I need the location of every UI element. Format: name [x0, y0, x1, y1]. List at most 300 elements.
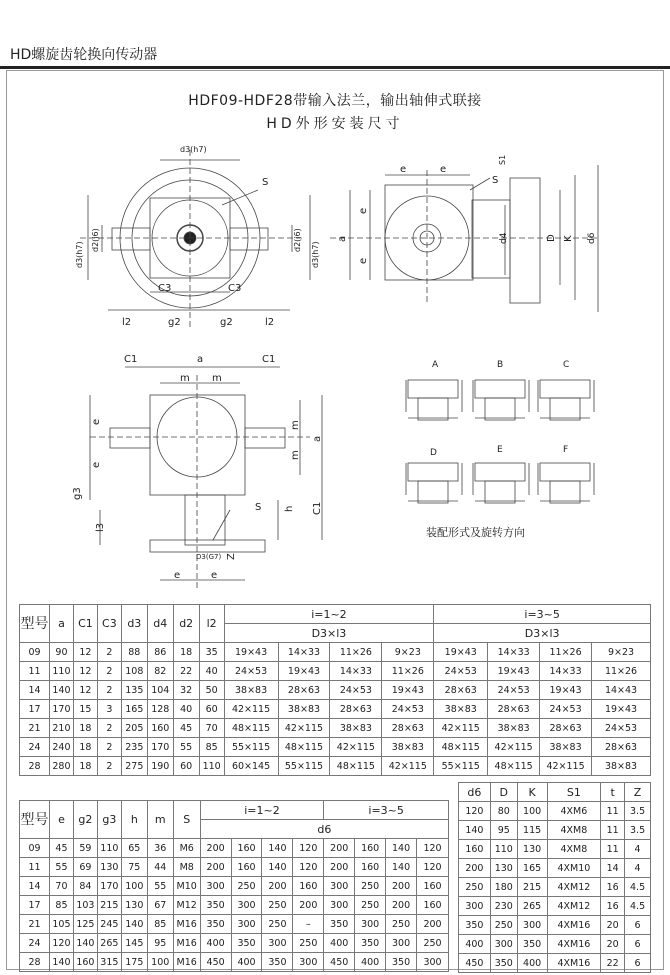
table2-row	[20, 896, 449, 915]
label-C3-left: C3	[158, 283, 172, 294]
table-cell: 200	[200, 858, 231, 877]
label-C1-left: C1	[124, 354, 138, 365]
table-cell: M12	[173, 896, 200, 915]
label-m-lower: m	[290, 450, 301, 460]
table-cell: 18	[73, 738, 97, 757]
label-S1: S1	[498, 154, 507, 165]
table-cell: 28×63	[382, 719, 434, 738]
assembly-label-D: D	[430, 448, 437, 458]
table2-row	[20, 839, 449, 858]
table-cell: 300	[200, 877, 231, 896]
table-cell: 14×33	[540, 662, 592, 681]
table-cell: M16	[173, 915, 200, 934]
table-cell: 69	[73, 858, 97, 877]
table-cell: 3.5	[625, 821, 651, 840]
table-cell: 38×83	[540, 738, 592, 757]
table-cell: 160	[73, 953, 97, 972]
label-e-bottom-right: e	[211, 570, 218, 581]
table-cell: 300	[231, 896, 262, 915]
table-cell: 14×33	[488, 643, 540, 662]
table-cell: 24×53	[488, 681, 540, 700]
table-cell: 38×83	[488, 719, 540, 738]
table3-row	[459, 802, 651, 821]
table-cell: 128	[147, 700, 173, 719]
table-cell: 275	[121, 757, 147, 776]
label-l3: l3	[95, 522, 106, 532]
table-cell: 350	[490, 954, 517, 973]
dimension-table-2	[19, 800, 449, 972]
table-cell: 38×83	[382, 738, 434, 757]
table-cell: 135	[121, 681, 147, 700]
table-cell: 11	[601, 840, 625, 859]
table1-row	[20, 681, 651, 700]
table-cell: 19×43	[592, 700, 651, 719]
table-cell: 120	[417, 839, 449, 858]
table-cell: 14×33	[278, 643, 330, 662]
table-cell: 2	[97, 681, 121, 700]
table-cell: 85	[147, 915, 173, 934]
table-cell: 24×53	[224, 662, 278, 681]
table-cell: –	[293, 915, 324, 934]
table-cell: 6	[625, 935, 651, 954]
assembly-caption: 装配形式及旋转方向	[426, 526, 525, 539]
label-K: K	[563, 235, 574, 242]
label-d6: d6	[587, 232, 597, 244]
table-cell: 115	[517, 821, 547, 840]
table1-row	[20, 738, 651, 757]
table-cell: 110	[49, 662, 73, 681]
table-cell: 48×115	[330, 757, 382, 776]
table1-ratio-header: i=1~2	[224, 605, 434, 624]
table-cell: 250	[355, 896, 386, 915]
table-cell: 200	[200, 839, 231, 858]
table-cell: 300	[417, 953, 449, 972]
table-cell: M6	[173, 839, 200, 858]
table-cell: 200	[417, 915, 449, 934]
table-cell: 2	[97, 719, 121, 738]
assembly-label-A: A	[432, 360, 439, 370]
label-C1-right: C1	[262, 354, 276, 365]
table-cell: 21	[20, 915, 50, 934]
table1-row	[20, 643, 651, 662]
table-cell: 38×83	[434, 700, 488, 719]
table-cell: 300	[355, 915, 386, 934]
table-cell: 140	[49, 681, 73, 700]
table-cell: 4XM12	[547, 897, 601, 916]
assembly-sketches	[406, 380, 594, 503]
assembly-label-F: F	[563, 445, 569, 455]
table-cell: 100	[147, 953, 173, 972]
flange-table	[458, 782, 651, 973]
table-cell: 55×115	[434, 757, 488, 776]
table-cell: 108	[121, 662, 147, 681]
table-cell: 250	[293, 934, 324, 953]
label-S-bottom: S	[255, 502, 262, 513]
table3-col-header: S1	[547, 783, 601, 802]
table-cell: 24×53	[434, 662, 488, 681]
table-cell: 350	[262, 953, 293, 972]
table-cell: 16	[601, 878, 625, 897]
table-cell: 350	[459, 916, 491, 935]
table-cell: 28×63	[330, 700, 382, 719]
table-cell: 24×53	[540, 700, 592, 719]
label-d2j6-right: d2(j6)	[293, 228, 302, 252]
table3-row	[459, 897, 651, 916]
table-cell: 19×43	[382, 681, 434, 700]
table2-row	[20, 934, 449, 953]
table-cell: 170	[147, 738, 173, 757]
table-cell: 4.5	[625, 878, 651, 897]
table-cell: 215	[517, 878, 547, 897]
table-cell: 120	[293, 839, 324, 858]
table-cell: 19×43	[224, 643, 278, 662]
table-cell: 160	[231, 839, 262, 858]
table-cell: 250	[417, 934, 449, 953]
table2-sub-header: d6	[200, 820, 448, 839]
table-cell: 250	[262, 896, 293, 915]
label-a-bottom: a	[197, 354, 204, 365]
table-cell: 44	[147, 858, 173, 877]
table-cell: 140	[386, 839, 417, 858]
table1-row	[20, 719, 651, 738]
table-cell: 17	[20, 896, 50, 915]
table-cell: 18	[173, 643, 199, 662]
table-cell: 88	[121, 643, 147, 662]
table2-col-header: g3	[97, 801, 121, 839]
table-cell: 2	[97, 738, 121, 757]
table-cell: 160	[147, 719, 173, 738]
table-cell: 265	[517, 897, 547, 916]
table-cell: 140	[49, 953, 73, 972]
table-cell: 200	[459, 859, 491, 878]
table-cell: 4XM12	[547, 878, 601, 897]
table3-row	[459, 935, 651, 954]
table-cell: 130	[121, 896, 147, 915]
table3-row	[459, 859, 651, 878]
table-cell: 12	[73, 643, 97, 662]
table-cell: 140	[73, 934, 97, 953]
table-cell: 82	[147, 662, 173, 681]
table-cell: 42×115	[382, 757, 434, 776]
table-cell: 300	[293, 953, 324, 972]
table-cell: 450	[324, 953, 355, 972]
table-cell: 21	[20, 719, 50, 738]
table-cell: 38×83	[224, 681, 278, 700]
table2-col-header: h	[121, 801, 147, 839]
label-h: h	[284, 505, 295, 512]
label-d3h7-left: d3(h7)	[75, 241, 84, 268]
table-cell: 11	[20, 662, 50, 681]
table-cell: 200	[293, 896, 324, 915]
table-cell: 170	[49, 700, 73, 719]
table-cell: 59	[73, 839, 97, 858]
table-cell: 350	[324, 915, 355, 934]
table3-row	[459, 840, 651, 859]
table-cell: 180	[490, 878, 517, 897]
table-cell: 19×43	[278, 662, 330, 681]
label-S-front: S	[262, 177, 269, 188]
table1-row	[20, 662, 651, 681]
page-header-title: HD螺旋齿轮换向传动器	[10, 47, 158, 63]
table-cell: 24×53	[592, 719, 651, 738]
table1-col-header: a	[49, 605, 73, 643]
table3-col-header: d6	[459, 783, 491, 802]
table-cell: 42×115	[278, 719, 330, 738]
table-cell: 4XM16	[547, 954, 601, 973]
assembly-label-B: B	[497, 360, 504, 370]
label-a-side: a	[337, 235, 348, 242]
dimension-table-2-body	[20, 801, 449, 972]
table-cell: 120	[459, 802, 491, 821]
table-cell: 125	[73, 915, 97, 934]
table-cell: 110	[97, 839, 121, 858]
table-cell: 400	[231, 953, 262, 972]
table-cell: 3	[97, 700, 121, 719]
table-cell: 85	[199, 738, 224, 757]
table-cell: 350	[200, 896, 231, 915]
table2-ratio-header: i=1~2	[200, 801, 324, 820]
table-cell: 12	[73, 662, 97, 681]
table-cell: 400	[517, 954, 547, 973]
table-cell: 9×23	[592, 643, 651, 662]
table-cell: 95	[147, 934, 173, 953]
table-cell: 4	[625, 840, 651, 859]
table-cell: 140	[459, 821, 491, 840]
label-g3: g3	[72, 487, 83, 500]
drawing-subtitle: HD外形安装尺寸	[266, 116, 404, 132]
table-cell: 120	[49, 934, 73, 953]
table-cell: 105	[49, 915, 73, 934]
table-cell: 100	[121, 877, 147, 896]
table-cell: 2	[97, 662, 121, 681]
table-cell: 235	[121, 738, 147, 757]
table-cell: 160	[459, 840, 491, 859]
table2-row	[20, 953, 449, 972]
table-cell: 160	[355, 839, 386, 858]
label-g2-left: g2	[168, 317, 181, 328]
table-cell: 103	[73, 896, 97, 915]
table-cell: 140	[121, 915, 147, 934]
table-cell: 42×115	[330, 738, 382, 757]
table-cell: 250	[231, 877, 262, 896]
table-cell: 19×43	[540, 681, 592, 700]
label-d3h7-right: d3(h7)	[311, 241, 320, 268]
label-m-upper: m	[290, 420, 301, 430]
table-cell: 60×145	[224, 757, 278, 776]
table1-col-header: l2	[199, 605, 224, 643]
table-cell: 165	[517, 859, 547, 878]
table-cell: 28	[20, 953, 50, 972]
table-cell: M8	[173, 858, 200, 877]
assembly-label-E: E	[497, 445, 503, 455]
table-cell: 48×115	[488, 757, 540, 776]
table-cell: 4.5	[625, 897, 651, 916]
label-l2-right: l2	[265, 317, 275, 328]
label-C1-vertical: C1	[312, 501, 323, 515]
table-cell: 350	[517, 935, 547, 954]
table-cell: 2	[97, 757, 121, 776]
table-cell: 400	[200, 934, 231, 953]
table-cell: 22	[173, 662, 199, 681]
table2-col-header: g2	[73, 801, 97, 839]
table-cell: 265	[97, 934, 121, 953]
table-cell: 45	[173, 719, 199, 738]
table-cell: 95	[490, 821, 517, 840]
table-cell: 160	[293, 877, 324, 896]
table-cell: 67	[147, 896, 173, 915]
table1-col-header: d4	[147, 605, 173, 643]
table1-sub-header: D3×l3	[224, 624, 434, 643]
table-cell: 80	[490, 802, 517, 821]
table-cell: 11	[20, 858, 50, 877]
table-cell: 450	[459, 954, 491, 973]
label-e-bottom-low: e	[91, 461, 102, 468]
label-d4: d4	[499, 232, 509, 244]
table-cell: 210	[49, 719, 73, 738]
table-cell: 60	[173, 757, 199, 776]
table-cell: 50	[199, 681, 224, 700]
table-cell: 90	[49, 643, 73, 662]
table-cell: 55	[49, 858, 73, 877]
table-cell: 11×26	[382, 662, 434, 681]
table-cell: 20	[601, 916, 625, 935]
table-cell: 250	[262, 915, 293, 934]
table-cell: 19×43	[488, 662, 540, 681]
table-cell: 140	[262, 839, 293, 858]
table-cell: 200	[386, 877, 417, 896]
table-cell: 400	[324, 934, 355, 953]
dimension-table-1-body	[20, 605, 651, 776]
table-cell: 130	[517, 840, 547, 859]
flange-table-body	[459, 783, 651, 973]
table-cell: 4XM16	[547, 935, 601, 954]
table-cell: 170	[97, 877, 121, 896]
table-cell: 42×115	[434, 719, 488, 738]
table-cell: 200	[386, 896, 417, 915]
table-cell: 48×115	[278, 738, 330, 757]
assembly-label-C: C	[563, 360, 570, 370]
label-e-side-left: e	[400, 164, 407, 175]
table-cell: 65	[121, 839, 147, 858]
label-g2-right: g2	[220, 317, 233, 328]
table-cell: 300	[324, 877, 355, 896]
table-cell: 250	[490, 916, 517, 935]
label-C3-right: C3	[228, 283, 242, 294]
table-cell: 6	[625, 916, 651, 935]
table-cell: 38×83	[592, 757, 651, 776]
table-cell: 110	[490, 840, 517, 859]
table-cell: 110	[199, 757, 224, 776]
table-cell: 160	[417, 877, 449, 896]
table-cell: 24	[20, 738, 50, 757]
table2-type-header: 型号	[20, 801, 50, 839]
label-e-side-right: e	[440, 164, 447, 175]
table-cell: 6	[625, 954, 651, 973]
label-m-left: m	[180, 373, 190, 384]
table1-col-header: d2	[173, 605, 199, 643]
table-cell: 315	[97, 953, 121, 972]
table2-col-header: S	[173, 801, 200, 839]
table-cell: 19×43	[434, 643, 488, 662]
table-cell: 130	[97, 858, 121, 877]
table-cell: 140	[262, 858, 293, 877]
table-cell: 350	[231, 934, 262, 953]
table-cell: 300	[324, 896, 355, 915]
table-cell: 160	[355, 858, 386, 877]
label-D3G7: D3(G7)	[196, 553, 222, 561]
table2-row	[20, 915, 449, 934]
table-cell: 75	[121, 858, 147, 877]
table1-col-header: C3	[97, 605, 121, 643]
table-cell: 400	[355, 953, 386, 972]
table-cell: 11	[601, 821, 625, 840]
table1-row	[20, 757, 651, 776]
table-cell: 300	[386, 934, 417, 953]
table-cell: 300	[231, 915, 262, 934]
table-cell: 85	[49, 896, 73, 915]
table3-col-header: t	[601, 783, 625, 802]
label-d3h7-top: d3(h7)	[180, 145, 207, 154]
drawing-title: HDF09-HDF28带输入法兰，输出轴伸式联接	[188, 93, 482, 109]
table-cell: 200	[324, 839, 355, 858]
table-cell: 250	[355, 877, 386, 896]
table-cell: 24	[20, 934, 50, 953]
table-cell: 84	[73, 877, 97, 896]
label-S-side: S	[492, 175, 499, 186]
table-cell: 300	[490, 935, 517, 954]
table-cell: 14×33	[330, 662, 382, 681]
table3-col-header: D	[490, 783, 517, 802]
table-cell: 200	[324, 858, 355, 877]
table-cell: 16	[601, 897, 625, 916]
table-cell: 11	[601, 802, 625, 821]
table-cell: 22	[601, 954, 625, 973]
table-cell: 190	[147, 757, 173, 776]
table-cell: 18	[73, 757, 97, 776]
table-cell: 55	[147, 877, 173, 896]
table-cell: 28×63	[540, 719, 592, 738]
front-view-drawing	[80, 150, 310, 330]
label-e-side-bottom: e	[358, 257, 369, 264]
table-cell: 28×63	[434, 681, 488, 700]
table-cell: 4XM6	[547, 802, 601, 821]
label-e-bottom-top: e	[91, 418, 102, 425]
table-cell: 4XM8	[547, 821, 601, 840]
table-cell: 280	[49, 757, 73, 776]
table-cell: 17	[20, 700, 50, 719]
table-cell: 55	[173, 738, 199, 757]
table-cell: 24×53	[382, 700, 434, 719]
table-cell: 28×63	[278, 681, 330, 700]
table1-row	[20, 700, 651, 719]
table-cell: 100	[517, 802, 547, 821]
dimension-table-1	[19, 604, 651, 776]
label-m-right: m	[212, 373, 222, 384]
table2-row	[20, 858, 449, 877]
table-cell: 40	[173, 700, 199, 719]
table-cell: 14×43	[592, 681, 651, 700]
table-cell: 20	[601, 935, 625, 954]
table3-row	[459, 916, 651, 935]
table1-type-header: 型号	[20, 605, 50, 643]
table-cell: 24×53	[330, 681, 382, 700]
table-cell: 42×115	[540, 757, 592, 776]
label-e-bottom-left: e	[174, 570, 181, 581]
table-cell: 09	[20, 839, 50, 858]
table-cell: 240	[49, 738, 73, 757]
table-cell: 4	[625, 859, 651, 878]
table-cell: 104	[147, 681, 173, 700]
